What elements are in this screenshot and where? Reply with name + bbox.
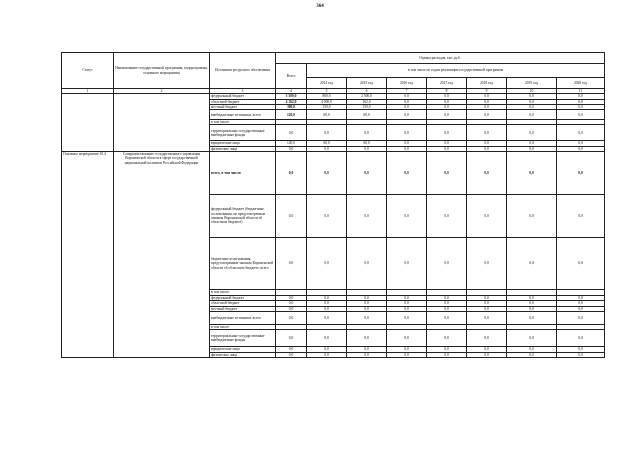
value-cell: 0,0 [557, 347, 605, 352]
header-year: 2016 год [387, 78, 427, 89]
value-cell: 0,0 [347, 330, 387, 347]
value-cell: 0,0 [427, 306, 467, 311]
source-cell: физические лица [210, 352, 276, 357]
value-cell: 0,0 [276, 301, 307, 306]
column-number: 5 [307, 89, 347, 94]
value-cell: 0,0 [387, 238, 427, 290]
table-row [62, 152, 605, 195]
value-cell: 0,0 [507, 352, 557, 357]
value-cell: 0,0 [467, 195, 507, 238]
source-cell: областной бюджет [210, 301, 276, 306]
column-number: 2 [114, 89, 210, 94]
value-cell: 0,0 [387, 99, 427, 104]
value-cell: 0,0 [427, 125, 467, 141]
value-cell: 0,0 [427, 301, 467, 306]
value-cell: 0,0 [387, 110, 427, 120]
value-cell: 0,0 [467, 347, 507, 352]
value-cell: 0,0 [347, 296, 387, 301]
value-cell: 0,0 [387, 352, 427, 357]
source-cell: федеральный бюджет [210, 296, 276, 301]
value-cell: 0,0 [467, 330, 507, 347]
source-cell: бюджетные ассигнования, предусмотренные законом Воронежской области об областном бюджете, всего [210, 238, 276, 290]
value-cell: 0,0 [387, 94, 427, 99]
value-cell: 0,0 [276, 296, 307, 301]
header-by-stage: в том числе по годам реализации государственной программы [307, 64, 605, 78]
source-cell: юридические лица [210, 141, 276, 146]
value-cell: 0,0 [467, 238, 507, 290]
value-cell: 0,0 [427, 347, 467, 352]
status-cell-empty [62, 94, 114, 152]
source-cell: федеральный бюджет (бюджетные ассигнования, не предусмотренные законом Воронежской области об областном бюджете) [210, 195, 276, 238]
header-year: 2014 год [307, 78, 347, 89]
source-cell: внебюджетные источники, всего [210, 110, 276, 120]
value-cell: 0,0 [467, 94, 507, 99]
value-cell: 0,0 [507, 301, 557, 306]
value-cell: 0,0 [276, 330, 307, 347]
header-sources: Источники ресурсного обеспечения [210, 53, 276, 89]
value-cell: 0,0 [307, 347, 347, 352]
value-cell: 0,0 [467, 104, 507, 109]
value-cell: 0,0 [276, 152, 307, 195]
value-cell: 0,0 [276, 347, 307, 352]
value-cell: 0,0 [507, 152, 557, 195]
header-year: 2019 год [507, 78, 557, 89]
value-cell: 0,0 [307, 306, 347, 311]
value-cell: 2 500,0 [347, 94, 387, 99]
column-number: 7 [387, 89, 427, 94]
value-cell: 0,0 [387, 195, 427, 238]
value-cell: 0,0 [507, 125, 557, 141]
value-cell: 0,0 [467, 152, 507, 195]
value-cell: 0,0 [347, 311, 387, 324]
value-cell: 0,0 [557, 141, 605, 146]
value-cell: 300,0 [276, 104, 307, 109]
value-cell: 0,0 [467, 306, 507, 311]
value-cell: 0,0 [427, 352, 467, 357]
value-cell: 60,0 [307, 110, 347, 120]
value-cell: 0,0 [276, 238, 307, 290]
value-cell: 0,0 [467, 110, 507, 120]
value-cell: 0,0 [276, 352, 307, 357]
value-cell: 0,0 [276, 146, 307, 151]
value-cell: 0,0 [307, 296, 347, 301]
value-cell: 0,0 [347, 306, 387, 311]
value-cell: 0,0 [467, 146, 507, 151]
value-cell: 60,0 [307, 141, 347, 146]
value-cell: 0,0 [387, 141, 427, 146]
value-cell: 0,0 [467, 296, 507, 301]
value-cell: 0,0 [307, 125, 347, 141]
column-number: 8 [427, 89, 467, 94]
source-cell: местный бюджет [210, 104, 276, 109]
value-cell: 60,0 [347, 141, 387, 146]
value-cell: 60,0 [347, 110, 387, 120]
value-cell: 0,0 [307, 301, 347, 306]
value-cell: 0,0 [427, 296, 467, 301]
source-cell: внебюджетные источники, всего [210, 311, 276, 324]
value-cell: 0,0 [557, 306, 605, 311]
value-cell: 800,0 [307, 94, 347, 99]
value-cell: 0,0 [467, 141, 507, 146]
value-cell: 150,0 [347, 104, 387, 109]
value-cell: 0,0 [507, 99, 557, 104]
value-cell: 0,0 [507, 195, 557, 238]
value-cell: 120,0 [276, 110, 307, 120]
source-cell: местный бюджет [210, 306, 276, 311]
source-cell: в том числе: [210, 120, 276, 125]
value-cell: 0,0 [427, 152, 467, 195]
value-cell: 0,0 [427, 238, 467, 290]
value-cell: 0,0 [557, 94, 605, 99]
value-cell: 4 162,0 [276, 99, 307, 104]
header-year: 2018 год [467, 78, 507, 89]
value-cell: 0,0 [307, 146, 347, 151]
value-cell: 0,0 [507, 104, 557, 109]
value-cell: 0,0 [467, 352, 507, 357]
value-cell: 0,0 [467, 301, 507, 306]
value-cell: 0,0 [557, 238, 605, 290]
source-cell: федеральный бюджет [210, 94, 276, 99]
value-cell: 0,0 [307, 352, 347, 357]
value-cell: 0,0 [347, 146, 387, 151]
source-cell: территориальные государственные внебюджетные фонды [210, 125, 276, 141]
source-cell: в том числе: [210, 324, 276, 329]
header-name: Наименование государственной программы, подпрограммы, основного мероприятия [114, 53, 210, 89]
value-cell: 0,0 [557, 125, 605, 141]
value-cell: 0,0 [427, 99, 467, 104]
name-cell-empty [114, 94, 210, 152]
value-cell: 0,0 [557, 296, 605, 301]
header-total: Всего [276, 64, 307, 89]
column-number: 4 [276, 89, 307, 94]
value-cell: 0,0 [387, 104, 427, 109]
value-cell: 0,0 [387, 146, 427, 151]
value-cell: 0,0 [557, 146, 605, 151]
value-cell: 0,0 [307, 311, 347, 324]
header-estimate: Оценка расходов, тыс. руб. [276, 53, 605, 64]
value-cell: 0,0 [557, 330, 605, 347]
activity-status: Основное мероприятие 10.4 [62, 152, 114, 358]
column-number: 9 [467, 89, 507, 94]
value-cell: 3 300,0 [276, 94, 307, 99]
column-number: 1 [62, 89, 114, 94]
value-cell: 0,0 [307, 152, 347, 195]
value-cell: 0,0 [557, 311, 605, 324]
value-cell: 0,0 [427, 195, 467, 238]
value-cell: 0,0 [347, 195, 387, 238]
column-number: 6 [347, 89, 387, 94]
value-cell: 0,0 [557, 301, 605, 306]
header-year: 2017 год [427, 78, 467, 89]
value-cell: 0,0 [507, 296, 557, 301]
value-cell: 0,0 [427, 146, 467, 151]
value-cell: 0,0 [307, 330, 347, 347]
value-cell: 0,0 [507, 141, 557, 146]
value-cell: 0,0 [507, 146, 557, 151]
value-cell: 0,0 [467, 125, 507, 141]
value-cell: 0,0 [557, 352, 605, 357]
value-cell: 0,0 [507, 330, 557, 347]
value-cell: 0,0 [507, 347, 557, 352]
header-status: Статус [62, 53, 114, 89]
value-cell: 120,0 [276, 141, 307, 146]
budget-table [61, 52, 605, 358]
value-cell: 0,0 [557, 99, 605, 104]
value-cell: 0,0 [467, 311, 507, 324]
source-cell: физические лица [210, 146, 276, 151]
source-cell: всего, в том числе: [210, 152, 276, 195]
value-cell: 0,0 [347, 152, 387, 195]
value-cell: 0,0 [387, 152, 427, 195]
value-cell: 0,0 [307, 195, 347, 238]
value-cell: 0,0 [467, 99, 507, 104]
value-cell: 0,0 [557, 110, 605, 120]
value-cell: 0,0 [557, 195, 605, 238]
value-cell: 0,0 [347, 352, 387, 357]
value-cell: 0,0 [387, 125, 427, 141]
value-cell: 0,0 [307, 238, 347, 290]
value-cell: 0,0 [507, 306, 557, 311]
header-year: 2020 год [557, 78, 605, 89]
value-cell: 0,0 [427, 104, 467, 109]
value-cell: 0,0 [427, 110, 467, 120]
value-cell: 0,0 [387, 311, 427, 324]
value-cell: 0,0 [347, 301, 387, 306]
source-cell: в том числе: [210, 290, 276, 296]
column-number: 11 [557, 89, 605, 94]
source-cell: юридические лица [210, 347, 276, 352]
value-cell: 0,0 [387, 301, 427, 306]
value-cell: 0,0 [507, 238, 557, 290]
value-cell: 0,0 [507, 311, 557, 324]
value-cell: 0,0 [347, 125, 387, 141]
page-number: 364 [316, 4, 324, 9]
value-cell: 0,0 [387, 330, 427, 347]
activity-name: Совершенствование государственного управления Воронежской области в сфере государственной национальной политики Российской Федерации [114, 152, 210, 358]
value-cell: 0,0 [276, 125, 307, 141]
value-cell: 0,0 [387, 347, 427, 352]
source-cell: областной бюджет [210, 99, 276, 104]
value-cell: 0,0 [557, 152, 605, 195]
value-cell: 150,0 [307, 104, 347, 109]
value-cell: 0,0 [427, 141, 467, 146]
value-cell: 0,0 [507, 94, 557, 99]
value-cell: 0,0 [347, 238, 387, 290]
column-number: 10 [507, 89, 557, 94]
header-year: 2015 год [347, 78, 387, 89]
value-cell: 0,0 [427, 94, 467, 99]
value-cell: 0,0 [427, 330, 467, 347]
value-cell: 0,0 [276, 311, 307, 324]
value-cell: 0,0 [557, 104, 605, 109]
value-cell: 0,0 [387, 306, 427, 311]
value-cell: 0,0 [276, 195, 307, 238]
value-cell: 0,0 [427, 311, 467, 324]
value-cell: 0,0 [347, 347, 387, 352]
value-cell: 162,0 [347, 99, 387, 104]
value-cell: 0,0 [507, 110, 557, 120]
column-number: 3 [210, 89, 276, 94]
value-cell: 0,0 [276, 306, 307, 311]
source-cell: территориальные государственные внебюджетные фонды [210, 330, 276, 347]
value-cell: 0,0 [387, 296, 427, 301]
value-cell: 4 000,0 [307, 99, 347, 104]
